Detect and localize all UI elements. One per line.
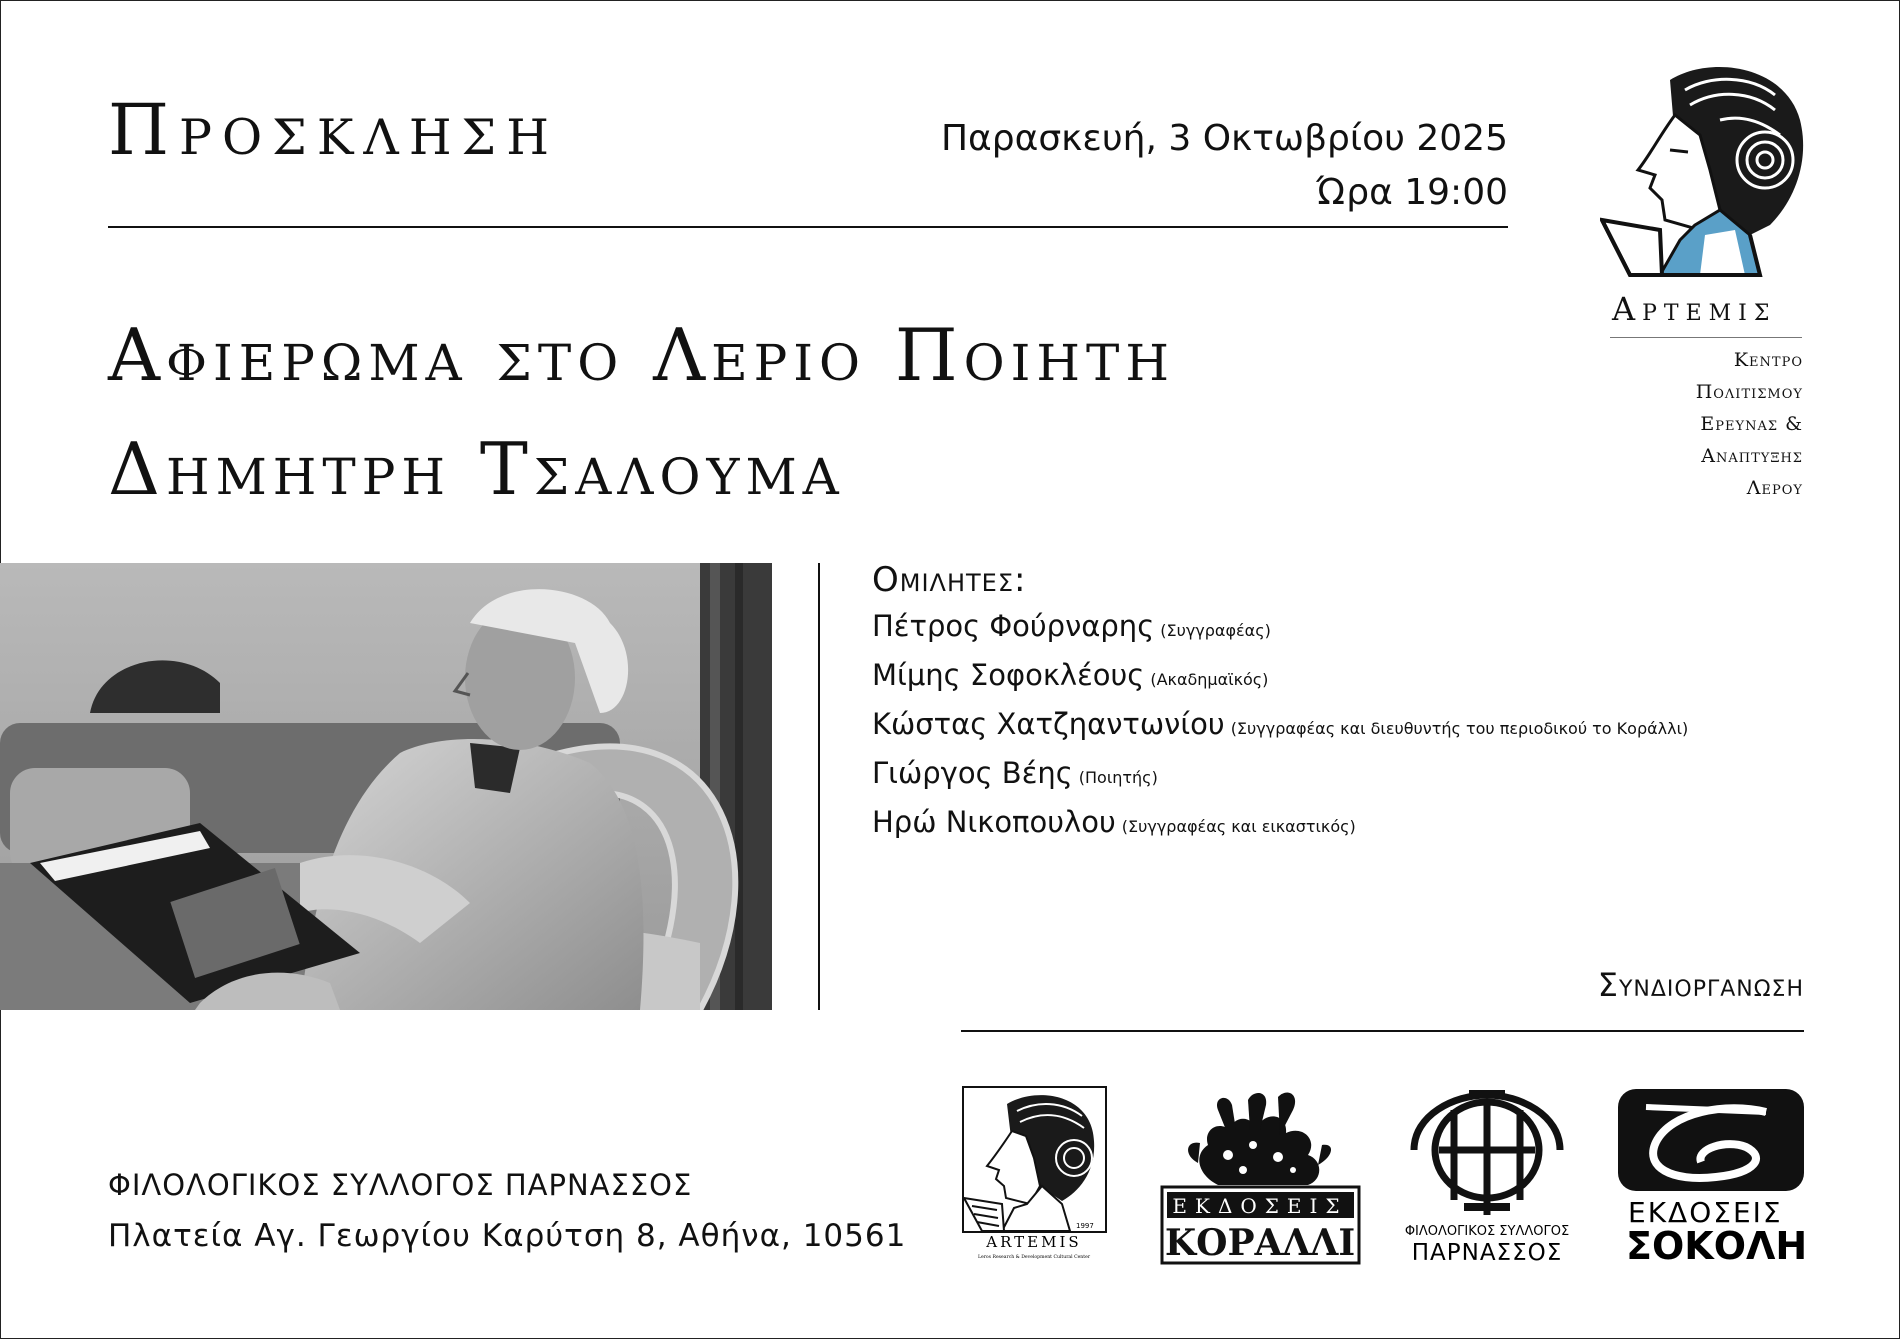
event-headline (108, 298, 1175, 526)
speaker-name: Γιώργος Βέης (872, 756, 1073, 790)
artemis-bust-logo (962, 1086, 1107, 1261)
sokoli-logo (1616, 1087, 1806, 1267)
partner-logo-koralli (1158, 1085, 1363, 1265)
speaker-name: Κώστας Χατζηαντωνίου (872, 707, 1225, 741)
organizer-sub-line: Αναπτυξησ (1701, 445, 1803, 467)
organizer-divider (1610, 337, 1802, 338)
co-organization-divider (961, 1030, 1804, 1032)
venue-name: ΦΙΛΟΛΟΓΙΚΟΣ ΣΥΛΛΟΓΟΣ ΠΑΡΝΑΣΣΟΣ (108, 1168, 693, 1202)
event-datetime (941, 112, 1508, 220)
speaker-row (872, 702, 1688, 751)
speaker-role: (Ακαδημαϊκός) (1150, 670, 1269, 689)
partner-logo-sokoli (1616, 1087, 1806, 1267)
partner-year: 1997 (1076, 1222, 1094, 1230)
speaker-role: (Ποιητής) (1078, 768, 1158, 787)
invitation-title: Προσκληση (108, 89, 559, 171)
speakers-list (872, 556, 1688, 849)
speaker-row (872, 604, 1688, 653)
partner-logo-parnassos (1394, 1085, 1580, 1267)
poet-photo (0, 563, 772, 1010)
speaker-role: (Συγγραφέας και διευθυντής του περιοδικού το Κοράλλι) (1230, 719, 1689, 738)
partner-name-line2: ΠΑΡΝΑΣΣΟΣ (1411, 1240, 1563, 1266)
section-divider-vertical (818, 563, 820, 1010)
headline-line-1: Αφιερωμα στο Λεριο Ποιητη (108, 313, 1175, 397)
artemis-bust-logo (1600, 60, 1810, 290)
organizer-sub-line: Λερου (1746, 477, 1803, 499)
partner-name-line1: ΕΚΔΟΣΕΙΣ (1628, 1196, 1783, 1229)
speaker-row (872, 800, 1688, 849)
speaker-role: (Συγγραφέας) (1160, 621, 1271, 640)
event-time: Ώρα 19:00 (1316, 172, 1508, 213)
speaker-name: Ηρώ Νικοπουλου (872, 805, 1116, 839)
organizer-name: Αρτεμισ (1612, 290, 1777, 328)
partner-name-line2: ΚΟΡΑΛΛΙ (1164, 1222, 1356, 1264)
parnassos-monogram-logo (1394, 1085, 1580, 1267)
headline-line-2: Δημητρη Τσαλουμα (108, 427, 845, 511)
event-date: Παρασκευή, 3 Οκτωβρίου 2025 (940, 118, 1508, 159)
partner-name-line1: ΦΙΛΟΛΟΓΙΚΟΣ ΣΥΛΛΟΓΟΣ (1404, 1224, 1570, 1239)
partner-name-line2: ΣΟΚΟΛΗ (1626, 1224, 1806, 1267)
organizer-description (1696, 344, 1803, 504)
organizer-sub-line: Κεντρο (1733, 349, 1803, 371)
organizer-sub-line: Πολιτισμου (1695, 381, 1803, 403)
venue-address: Πλατεία Αγ. Γεωργίου Καρύτση 8, Αθήνα, 10561 (108, 1218, 907, 1254)
coral-logo (1158, 1085, 1363, 1265)
co-organization-label: Συνδιοργανωση (1597, 966, 1804, 1004)
speaker-name: Πέτρος Φούρναρης (872, 609, 1155, 643)
partner-name: ARTEMIS (986, 1233, 1082, 1251)
speaker-role: (Συγγραφέας και εικαστικός) (1121, 817, 1356, 836)
organizer-sub-line: Ερευνασ & (1700, 413, 1803, 435)
speaker-row (872, 653, 1688, 702)
speakers-heading: Ομιλητεσ: (872, 560, 1027, 600)
speaker-name: Μίμης Σοφοκλέους (872, 658, 1145, 692)
speaker-row (872, 751, 1688, 800)
partner-subtitle: Leros Research & Development Cultural Center (977, 1255, 1091, 1260)
partner-logo-artemis (962, 1086, 1107, 1261)
header-divider (108, 226, 1508, 228)
partner-name-line1: ΕΚΔΟΣΕΙΣ (1172, 1194, 1348, 1218)
